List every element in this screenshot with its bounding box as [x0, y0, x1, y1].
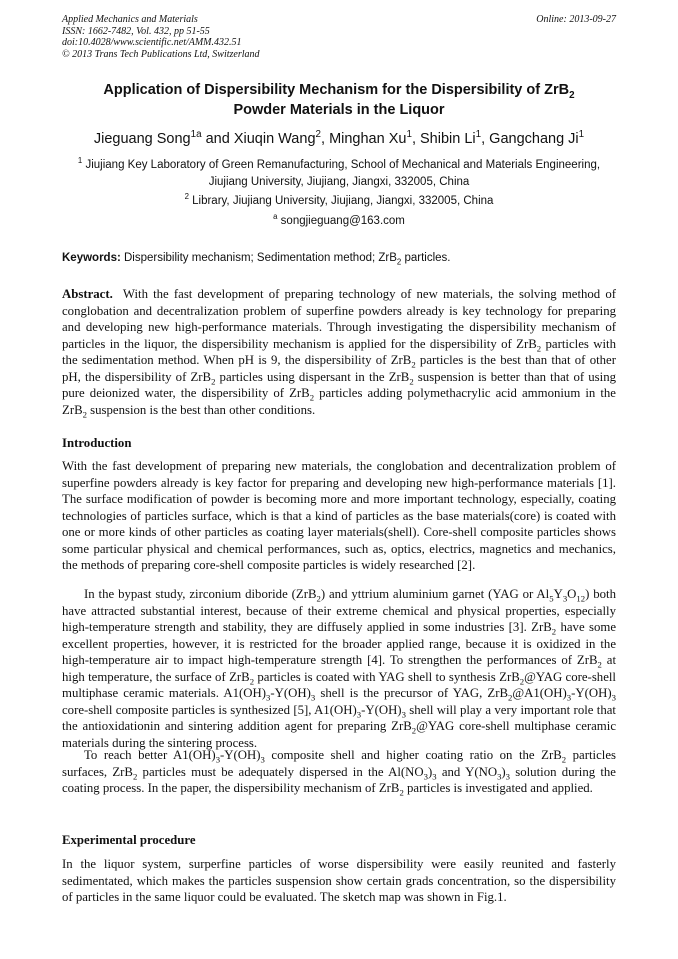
- journal-name: Applied Mechanics and Materials: [62, 14, 198, 25]
- keywords: Keywords: Dispersibility mechanism; Sedimentation method; ZrB$_2$ particles.: [62, 252, 451, 267]
- author-mark: 2: [315, 129, 321, 141]
- paper-title: [62, 80, 616, 120]
- author-name: Xiuqin Wang: [233, 131, 316, 147]
- keywords-text: Dispersibility mechanism; Sedimentation method; ZrB: [124, 252, 397, 264]
- author-mark: 1: [406, 129, 412, 141]
- affiliation-mark: 2: [184, 192, 189, 202]
- journal-doi: doi:10.4028/www.scientific.net/AMM.432.51: [62, 37, 242, 48]
- title-part2: Powder Materials in the Liquor: [233, 102, 445, 118]
- online-date: Online: 2013-09-27: [536, 14, 616, 25]
- author-and: and: [205, 131, 230, 147]
- email-mark: a: [273, 212, 278, 222]
- affiliation-1: [62, 157, 616, 191]
- journal-issn: ISSN: 1662-7482, Vol. 432, pp 51-55: [62, 25, 210, 37]
- journal-copyright: © 2013 Trans Tech Publications Ltd, Switzerland: [62, 48, 260, 60]
- author-mark: 1: [475, 129, 482, 141]
- affiliation-mark: 1: [77, 156, 83, 166]
- author-name: Jieguang Song: [93, 131, 191, 147]
- affiliation-text: Library, Jiujiang University, Jiujiang, Jiangxi, 332005, China: [192, 195, 494, 207]
- author-mark: 1: [578, 129, 585, 141]
- paragraph: In the bypast study, zirconium diboride (ZrB$_2$) and yttrium aluminium garnet (YAG or $Al_5Y_3O_{12}$) both have attracted substantial interest, because of their extreme chemical and physical properties, especially high-temperature strength and stability, they are diffusely applied in some industries [3]. ZrB$_2$ have some excellent properties, however, it is restricted for the broader applied range, because it is oxidized in the high-temperature air to impact high-temperature strength [4]. To strengthen the performances of ZrB$_2$ at high temperature, the surface of ZrB$_2$ particles is coated with YAG shell to synthesis ZrB$_2$@YAG core-shell multiphase ceramic materials. $A1(OH)_3-Y(OH)_3$ shell is the precursor of YAG, $ZrB_2@A1(OH)_3-Y(OH)_3$ core-shell composite particles is synthesized [5], $A1(OH)_3-Y(OH)_3$ shell will play a very important role that the antioxidationin and sintering addition agent for preparing ZrB$_2$@YAG core-shell multiphase ceramic materials during the sintering process.: [62, 587, 617, 750]
- author-list: Jieguang Song$^{1a}$ and Xiuqin Wang$^2$, Minghan Xu$^1$, Shibin Li$^1$, Gangchang Ji$^1$: [93, 129, 585, 147]
- affiliation-text: Jiujiang Key Laboratory of Green Remanufacturing, School of Mechanical and Materials Engineering, Jiujiang University, Jiujiang, Jiangxi, 332005, China: [85, 159, 601, 188]
- author-name: Shibin Li: [420, 131, 476, 147]
- paragraph: To reach better $A1(OH)_3-Y(OH)_3$ composite shell and higher coating ratio on the ZrB$_2$ particles surfaces, ZrB$_2$ particles must be adequately dispersed in the $Al(NO_3)_3$ and $Y(NO_3)_3$ solution during the coating process. In the paper, the dispersibility mechanism of ZrB$_2$ particles is investigated and applied.: [62, 748, 616, 798]
- author-name: Minghan Xu: [329, 131, 407, 147]
- keywords-tail: particles.: [401, 252, 451, 264]
- author-email: [62, 213, 616, 230]
- section-heading-experimental: Experimental procedure: [62, 833, 196, 847]
- author-mark: 1a: [190, 129, 202, 141]
- section-heading-introduction: Introduction: [62, 436, 132, 450]
- abstract-text: With the fast development of preparing technology of new materials, the solving method of conglobation and decentralization problem of superfine powders already is key technology for preparing and developing new high-performance materials. Through investigating the dispersibility mechanism of particles in the liquor, the dispersibility mechanism is applied for the dispersibility of ZrB$_2$ particles with the sedimentation method. When pH is 9, the dispersibility of ZrB$_2$ particles is the best than that of other pH, the dispersibility of ZrB$_2$ particles using dispersant in the ZrB$_2$ suspension is better than that of using pure deionized water, the dispersibility of ZrB$_2$ particles adding polymethacrylic acid ammonium in the ZrB$_2$ suspension is the best than other conditions.: [62, 287, 616, 420]
- title-subscript: 2: [569, 89, 575, 101]
- title-part1: Application of Dispersibility Mechanism for the Dispersibility of ZrB: [103, 82, 570, 98]
- abstract-label: Abstract.: [62, 287, 113, 301]
- paragraph: In the liquor system, surperfine particles of worse dispersibility were easily reunited and fasterly sedimentated, which makes the particles suspension show certain grads concentration, so the dispersibility of particles in the same liquor could be evaluated. The sketch map was shown in Fig.1.: [62, 857, 616, 904]
- paragraph: With the fast development of preparing new materials, the conglobation and decentralization problem of superfine powders already is key factor for preparing and developing new high-performance materials [1]. The surface modification of powder is becoming more and more important technology, especially, coating technologies of particles surface, which is that a kind of particles as the base materials(core) is coated with one or more kinds of other particles as coating layer materials(shell). Core-shell composite particles shows some particular physical and chemical performances, such as, optics, electrics, magnetics and mechanics, the methods of preparing core-shell composite particles is widely researched [2].: [62, 459, 616, 572]
- abstract: [62, 286, 616, 418]
- author-name: Gangchang Ji: [489, 131, 579, 147]
- affiliation-2: [62, 193, 616, 210]
- email-link[interactable]: songjieguang@163.com: [280, 215, 405, 227]
- keywords-label: Keywords:: [62, 252, 121, 264]
- journal-header: [62, 14, 462, 60]
